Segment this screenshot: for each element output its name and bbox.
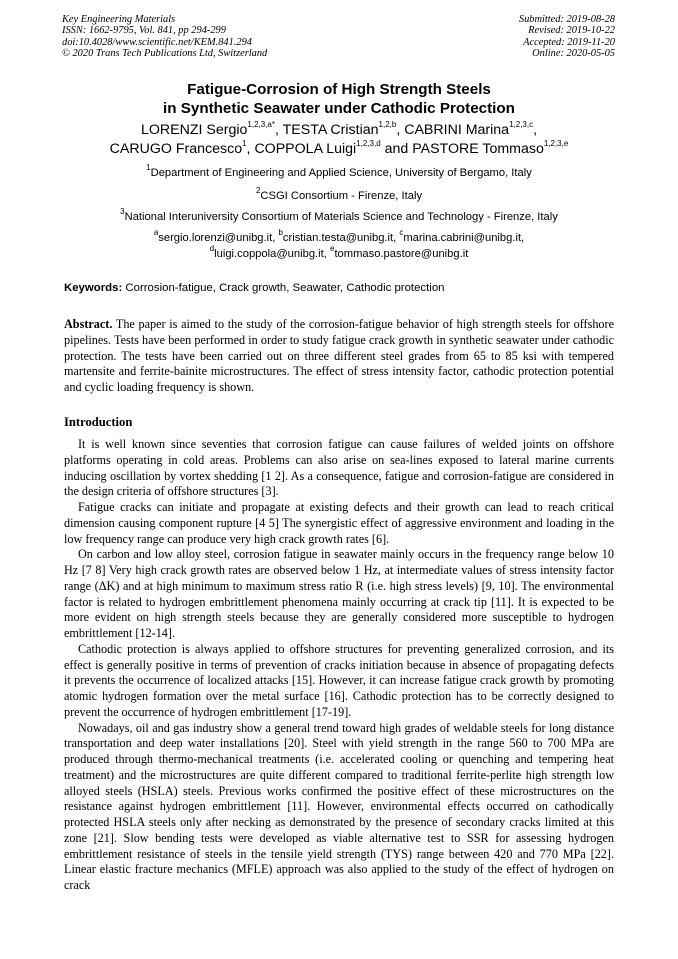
email-d[interactable]: luigi.coppola@unibg.it, xyxy=(214,247,330,260)
affiliation-text: CSGI Consortium - Firenze, Italy xyxy=(260,190,423,202)
email-b[interactable]: cristian.testa@unibg.it, xyxy=(282,232,400,244)
email-marker: a xyxy=(153,228,159,238)
email-a[interactable]: sergio.lorenzi@unibg.it, xyxy=(158,232,279,244)
paper-title xyxy=(0,81,678,118)
keywords-label: Keywords: xyxy=(64,282,123,294)
section-heading-introduction: Introduction xyxy=(64,415,133,429)
affiliation-marker: 1 xyxy=(146,163,151,173)
author-affiliation-marker: 1 xyxy=(242,138,247,148)
journal-name: Key Engineering Materials xyxy=(62,14,176,25)
paragraph: It is well known since seventies that corrosion fatigue can cause failures of welded joints on offshore platforms operating in cold areas. Problems can also arise on sea-lines exposed to lateral marine currents inducing oscillation by vortex shedding [1 2]. As a consequence, fatigue and corrosion-fatigue are considered in the design criteria of offshore structures [3]. xyxy=(64,437,614,499)
date-online: Online: 2020-05-05 xyxy=(532,48,615,60)
author-affiliation-marker: 1,2,3,a* xyxy=(247,120,275,130)
email-marker: c xyxy=(399,228,404,238)
paragraph: Fatigue cracks can initiate and propagate at existing defects and their growth can lead to reach critical dimension causing component rupture [4 5] The synergistic effect of aggressive environment and loading in the low frequency range can produce very high crack growth rates [6]. xyxy=(64,500,614,546)
author-separator: , xyxy=(396,122,405,138)
keywords xyxy=(64,281,614,295)
paragraph: Nowadays, oil and gas industry show a general trend toward high grades of weldable steels for long distance transportation and deep water installations [20]. Steel with yield strength in the range 560 to 700 MPa are produced through thermo-mechanical treatments (i.e. accelerated cooling or quenching and tempering heat treatment) and the microstructures are quite different compared to traditional ferrite-perlite high strength low alloyed steels (HSLA) steels. Previous works confirmed the positive effect of these microstructures on the resistance against hydrogen embrittlement [11]. However, environmental effects occurred on cathodically protected HSLA steels only after necking as demonstrated by the presence of secondary cracks limited at this zone [21]. Slow bending tests were developed as viable alternative test to SSR for assessing hydrogen embrittlement resistance of steels in the tensile yield strength (TYS) range between 420 and 770 MPa [22]. Linear elastic fracture mechanics (MFLE) approach was also applied to the study of the effect of hydrogen on crack xyxy=(64,720,614,892)
publication-dates xyxy=(519,14,615,60)
abstract xyxy=(64,317,614,396)
affiliation-2 xyxy=(0,186,678,203)
author-name: TESTA Cristian xyxy=(282,122,379,138)
introduction-body xyxy=(64,437,614,894)
author-name: CABRINI Marina xyxy=(404,122,510,138)
journal-info xyxy=(62,14,267,60)
affiliation-text: Department of Engineering and Applied Science, University of Bergamo, Italy xyxy=(150,167,532,179)
title-line-2: in Synthetic Seawater under Cathodic Protection xyxy=(163,99,515,117)
email-e[interactable]: tommaso.pastore@unibg.it xyxy=(334,247,469,260)
date-accepted: Accepted: 2019-11-20 xyxy=(523,36,615,48)
author-conjunction: and xyxy=(380,140,413,157)
author-name: COPPOLA Luigi xyxy=(254,140,357,157)
affiliation-marker: 2 xyxy=(255,186,261,196)
abstract-label: Abstract. xyxy=(64,317,113,331)
affiliation-marker: 3 xyxy=(120,207,125,217)
email-marker: d xyxy=(209,243,215,253)
author-separator: , xyxy=(246,140,255,157)
email-marker: b xyxy=(278,228,283,238)
abstract-text: The paper is aimed to the study of the corrosion-fatigue behavior of high strength steels for offshore pipelines. Tests have been performed in order to study fatigue crack growth in synthetic seawater under cathodic protection. The tests have been carried out on three different steel grades from 65 to 85 ksi with tempered martensite and ferrite-bainite microstructures. The effect of stress intensity factor, cathodic protection potential and cyclic loading frequency is shown. xyxy=(64,317,614,394)
author-name: LORENZI Sergio xyxy=(140,122,248,138)
author-line-1: LORENZI Sergio$^{1,2,3,a*}$, TESTA Cristian$^{1,2,b}$, CABRINI Marina$^{1,2,3,c}$, xyxy=(140,120,538,138)
author-affiliation-marker: 1,2,3,c xyxy=(509,120,534,130)
author-affiliation-marker: 1,2,3,d xyxy=(356,138,381,148)
journal-doi[interactable]: doi:10.4028/www.scientific.net/KEM.841.294 xyxy=(62,36,252,48)
author-list xyxy=(0,121,678,158)
journal-copyright: © 2020 Trans Tech Publications Ltd, Switzerland xyxy=(62,48,268,60)
paragraph: Cathodic protection is always applied to offshore structures for preventing generalized corrosion, and its effect is generally positive in terms of prevention of cracks initiation because in absence of propagating defects it prevents the occurrence of localized attacks [15]. However, it can increase fatigue crack growth by promoting atomic hydrogen formation over the metal surface [16]. Cathodic protection has to be correctly designed to prevent the occurrence of hydrogen embrittlement [17-19]. xyxy=(64,641,614,719)
email-line-2 xyxy=(0,243,678,263)
author-emails xyxy=(0,228,678,262)
email-c[interactable]: marina.cabrini@unibg.it, xyxy=(403,232,525,244)
affiliation-text: National Interuniversity Consortium of Materials Science and Technology - Firenze, Italy xyxy=(124,211,558,223)
author-affiliation-marker: 1,2,3,e xyxy=(543,138,569,148)
affiliation-1 xyxy=(0,163,678,180)
author-name: PASTORE Tommaso xyxy=(412,140,544,157)
date-revised: Revised: 2019-10-22 xyxy=(528,25,615,37)
author-line-2 xyxy=(0,140,678,159)
journal-issn: ISSN: 1662-9795, Vol. 841, pp 294-299 xyxy=(62,25,226,37)
email-line-1 xyxy=(0,228,678,247)
keywords-text: Corrosion-fatigue, Crack growth, Seawater, Cathodic protection xyxy=(122,282,445,294)
author-name: CARUGO Francesco xyxy=(109,140,243,157)
email-marker: e xyxy=(329,243,335,253)
title-line-1: Fatigue-Corrosion of High Strength Steels xyxy=(187,81,491,98)
paragraph: On carbon and low alloy steel, corrosion fatigue in seawater mainly occurs in the frequency range below 10 Hz [7 8] Very high crack growth rates are observed below 1 Hz, at intermediate values of stress intensity factor range (ΔK) and at high minimum to maximum stress ratio R (i.e. high stress levels) [9, 10]. The environmental factor is related to hydrogen embrittlement phenomena mainly occurring at crack tip [11]. It is expected to be more evident on high strength steels because they are generally considered more susceptible to hydrogen embrittlement [12-14]. xyxy=(64,547,614,640)
author-affiliation-marker: 1,2,b xyxy=(378,120,397,130)
affiliation-3 xyxy=(0,207,678,224)
date-submitted: Submitted: 2019-08-28 xyxy=(518,14,615,25)
author-separator: , xyxy=(274,122,283,138)
